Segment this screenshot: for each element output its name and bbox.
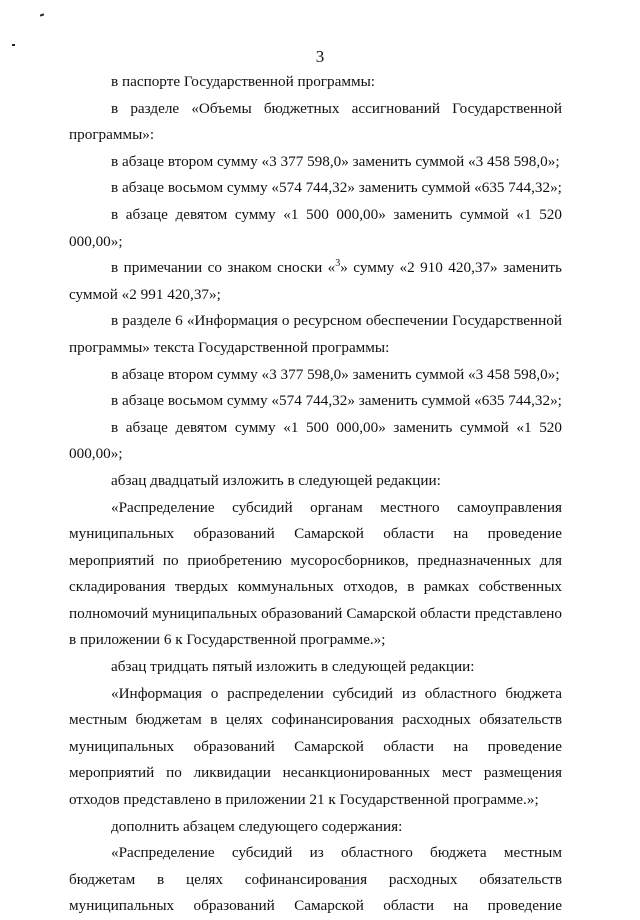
paragraph: в абзаце восьмом сумму «574 744,32» заменить суммой «635 744,32»; <box>111 179 562 197</box>
paragraph: в абзаце втором сумму «3 377 598,0» заменить суммой «3 458 598,0»; <box>111 365 560 383</box>
paragraph: в абзаце восьмом сумму «574 744,32» заменить суммой «635 744,32»; <box>111 392 562 410</box>
paragraph: абзац тридцать пятый изложить в следующей редакции: <box>111 658 475 676</box>
paragraph: в абзаце втором сумму «3 377 598,0» заменить суммой «3 458 598,0»; <box>111 152 560 170</box>
paragraph-footnote <box>69 255 562 308</box>
paragraph: в абзаце девятом сумму «1 500 000,00» заменить суммой «1 520 000,00»; <box>69 418 562 463</box>
quoted-paragraph: «Распределение субсидий из областного бюджета местным бюджетам в целях софинансирования расходных обязательств муниципальных образований Самарской области на проведение <box>69 844 562 915</box>
scan-artifact <box>40 13 44 16</box>
paragraph: в разделе «Объемы бюджетных ассигнований Государственной программы»: <box>69 99 562 144</box>
paragraph: в паспорте Государственной программы: <box>111 73 376 90</box>
paragraph: в разделе 6 «Информация о ресурсном обеспечении Государственной программы» текста Государственной программы: <box>69 312 562 356</box>
quoted-paragraph: «Информация о распределении субсидий из областного бюджета местным бюджетам в целях софинансирования расходных обязательств муниципальных образований Самарской области на проведение мероприятий по ликвидации несанкционированных мест размещения отходов представлено в приложении 21 к Государственной программе.»; <box>69 684 562 809</box>
quoted-paragraph: «Распределение субсидий органам местного самоуправления муниципальных образований Самарской области на проведение мероприятий по приобретению мусоросборников, предназначенных для складирования твердых коммунальных отходов, в рамках собственных полномочий муниципальных образований Самарской области представлено в приложении 6 к Государственной программе.»; <box>69 498 562 649</box>
paragraph: в абзаце девятом сумму «1 500 000,00» заменить суммой «1 520 000,00»; <box>69 205 562 250</box>
footnote-mark: 3 <box>335 258 341 270</box>
paragraph-text: в примечании со знаком сноски « <box>111 259 336 277</box>
scan-artifact <box>12 44 15 46</box>
paragraph: дополнить абзацем следующего содержания: <box>111 817 403 835</box>
document-body <box>69 69 562 920</box>
paragraph: абзац двадцатый изложить в следующей редакции: <box>111 471 441 489</box>
page-number: 3 <box>315 47 325 66</box>
paragraph-text: » сумму «2 910 420,37» заменить суммой «2 991 420,37»; <box>69 259 562 303</box>
